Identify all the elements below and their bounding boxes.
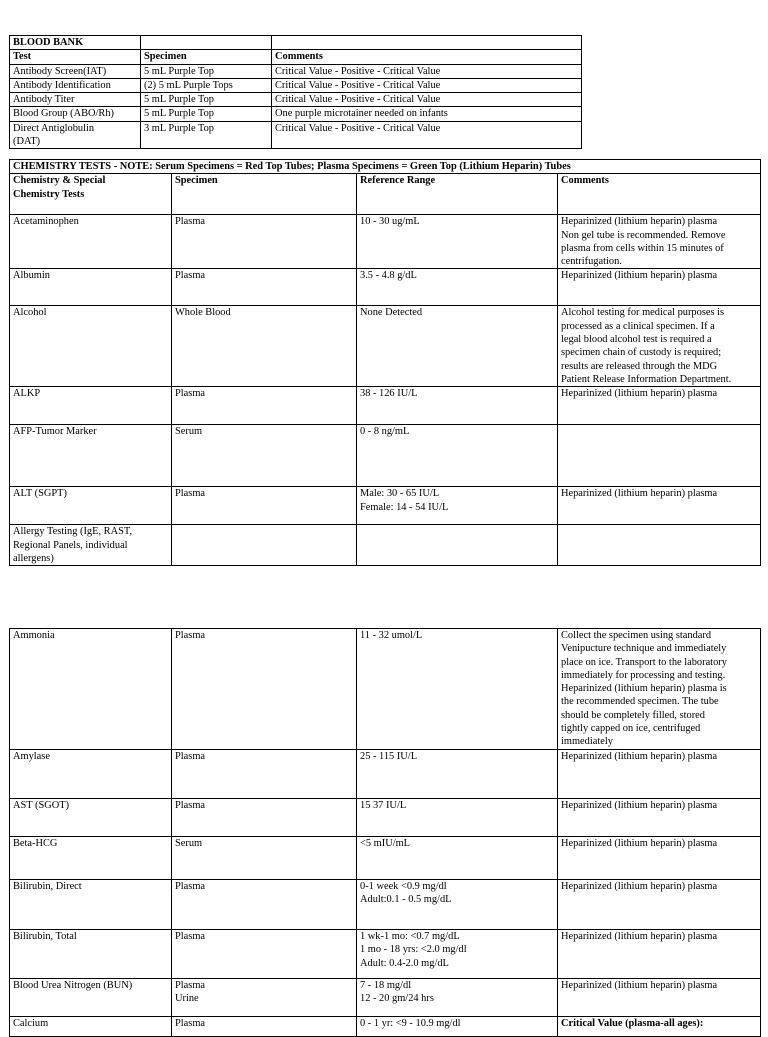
table-row: AST (SGOT) Plasma 15 37 IU/L Heparinized (lithium heparin) plasma [10, 799, 761, 837]
chemistry-header-row [10, 174, 761, 215]
chemistry-title: CHEMISTRY TESTS - NOTE: Serum Specimens = Red Top Tubes; Plasma Specimens = Green Top (Lithium Heparin) Tubes [10, 160, 761, 174]
table-row: ALKP Plasma 38 - 126 IU/L Heparinized (lithium heparin) plasma [10, 387, 761, 425]
chemistry-table [9, 159, 761, 566]
blood-bank-header-row [10, 50, 582, 64]
table-row: Direct Antiglobulin (DAT) 3 mL Purple Top Critical Value - Positive - Critical Value [10, 121, 582, 149]
table-row: Beta-HCG Serum <5 mIU/mL Heparinized (lithium heparin) plasma [10, 837, 761, 880]
table-row: Antibody Screen(IAT) 5 mL Purple Top Critical Value - Positive - Critical Value [10, 64, 582, 78]
col-header-test: Chemistry & Special Chemistry Tests [10, 174, 172, 215]
table-row: AFP-Tumor Marker Serum 0 - 8 ng/mL [10, 425, 761, 487]
table-row: Ammonia Plasma 11 - 32 umol/L Collect the specimen using standard Venipucture technique and immediately place on ice. Transport to the laboratory immediately for processing and testing. Heparinized (lithium heparin) plasma is the recommended specimen. The tube should be completely filled, stored tightly capped on ice, centrifuged immediately [10, 629, 761, 750]
table-row: Blood Group (ABO/Rh) 5 mL Purple Top One purple microtainer needed on infants [10, 107, 582, 121]
chemistry-table-continued [9, 628, 761, 1037]
blood-bank-title: BLOOD BANK [10, 36, 141, 50]
table-row: Alcohol Whole Blood None Detected Alcohol testing for medical purposes is processed as a clinical specimen. If a legal blood alcohol test is required a specimen chain of custody is required; results are released through the MDG Patient Release Information Department. [10, 306, 761, 387]
col-header-range: Reference Range [357, 174, 558, 215]
table-row: Bilirubin, Direct Plasma 0-1 week <0.9 mg/dl Adult:0.1 - 0.5 mg/dL Heparinized (lithium heparin) plasma [10, 880, 761, 930]
table-row: Blood Urea Nitrogen (BUN) Plasma Urine 7 - 18 mg/dl 12 - 20 gm/24 hrs Heparinized (lithium heparin) plasma [10, 979, 761, 1017]
col-header-specimen: Specimen [172, 174, 357, 215]
table-row: ALT (SGPT) Plasma Male: 30 - 65 IU/L Female: 14 - 54 IU/L Heparinized (lithium heparin) plasma [10, 487, 761, 525]
table-row: Albumin Plasma 3.5 - 4.8 g/dL Heparinized (lithium heparin) plasma [10, 269, 761, 306]
blood-bank-table [9, 35, 582, 149]
col-header-comments: Comments [272, 50, 582, 64]
col-header-comments: Comments [558, 174, 761, 215]
col-header-test: Test [10, 50, 141, 64]
table-row: Antibody Identification (2) 5 mL Purple Tops Critical Value - Positive - Critical Value [10, 78, 582, 92]
table-row: Antibody Titer 5 mL Purple Top Critical Value - Positive - Critical Value [10, 93, 582, 107]
table-row: Bilirubin, Total Plasma 1 wk-1 mo: <0.7 mg/dL 1 mo - 18 yrs: <2.0 mg/dl Adult: 0.4-2.0 mg/dL Heparinized (lithium heparin) plasma [10, 930, 761, 979]
table-row: Calcium Plasma 0 - 1 yr: <9 - 10.9 mg/dl Critical Value (plasma-all ages): [10, 1017, 761, 1037]
table-row: Acetaminophen Plasma 10 - 30 ug/mL Heparinized (lithium heparin) plasma Non gel tube is recommended. Remove plasma from cells within 15 minutes of centrifugation. [10, 215, 761, 269]
table-row: Amylase Plasma 25 - 115 IU/L Heparinized (lithium heparin) plasma [10, 750, 761, 799]
table-row: Allergy Testing (IgE, RAST, Regional Panels, individual allergens) [10, 525, 761, 566]
col-header-specimen: Specimen [141, 50, 272, 64]
